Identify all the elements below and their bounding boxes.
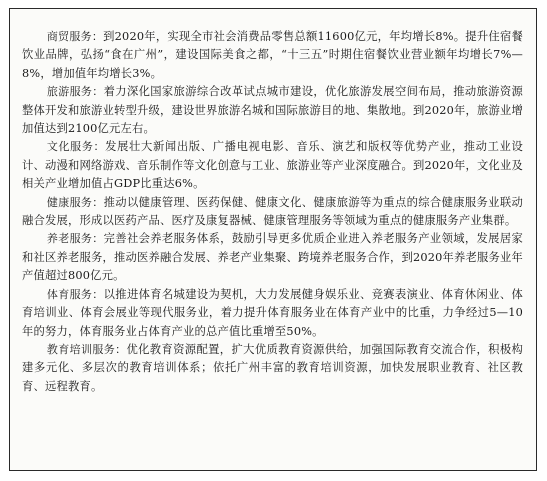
section-text: 推动以健康管理、医药保健、健康文化、健康旅游等为重点的综合健康服务业联动融合发展，形成以医药产品、医疗及康复器械、健康管理服务等领域为重点的健康服务产业集群。	[22, 195, 523, 228]
section-health	[22, 194, 523, 231]
section-text: 发展壮大新闻出版、广播电视电影、音乐、演艺和版权等优势产业，推动工业设计、动漫和网络游戏、音乐制作等文化创意与工业、旅游业等产业深度融合。到2020年，文化业及相关产业增加值占GDP比重达6%。	[22, 140, 523, 191]
section-sports	[22, 286, 523, 341]
section-culture	[22, 138, 523, 193]
section-elderly-care	[22, 230, 523, 285]
section-text: 到2020年，实现全市社会消费品零售总额11600亿元，年均增长8%。提升住宿餐饮业品牌，弘扬“食在广州”，建设国际美食之都，“十三五”时期住宿餐饮业营业额年均增长7%—8%，增加值年均增长3%。	[22, 30, 523, 80]
section-text: 完善社会养老服务体系，鼓励引导更多优质企业进入养老服务产业领域，发展居家和社区养老服务，推动医养融合发展、养老产业集聚、跨境养老服务合作，到2020年养老服务业年产值超过800亿元。	[22, 232, 523, 283]
section-heading: 商贸服务：	[46, 30, 104, 43]
section-heading: 文化服务：	[46, 140, 106, 154]
text-box	[9, 8, 537, 471]
section-education	[22, 341, 523, 396]
section-text: 优化教育资源配置，扩大优质教育资源供给，加强国际教育交流合作，积极构建多元化、多层次的教育培训体系；依托广州丰富的教育培训资源，加快发展职业教育、社区教育、远程教育。	[22, 342, 523, 393]
section-tourism	[22, 83, 523, 138]
section-heading: 健康服务：	[46, 195, 104, 209]
section-heading: 养老服务：	[46, 232, 104, 246]
section-commerce	[22, 28, 523, 83]
section-text: 以推进体育名城建设为契机，大力发展健身娱乐业、竞赛表演业、体育休闲业、体育培训业、体育会展业等现代服务业，着力提升体育服务业在体育产业中的比重，力争经过5—10年的努力，体育服务业占体育产业的总产值比重增至50%。	[22, 287, 523, 338]
section-heading: 旅游服务：	[46, 85, 104, 99]
section-heading: 体育服务：	[46, 287, 104, 301]
section-heading: 教育培训服务：	[46, 342, 127, 356]
section-text: 着力深化国家旅游综合改革试点城市建设，优化旅游发展空间布局，推动旅游资源整体开发和旅游业转型升级，建设世界旅游名城和国际旅游目的地、集散地。到2020年，旅游业增加值达到2100亿元左右。	[22, 85, 523, 136]
